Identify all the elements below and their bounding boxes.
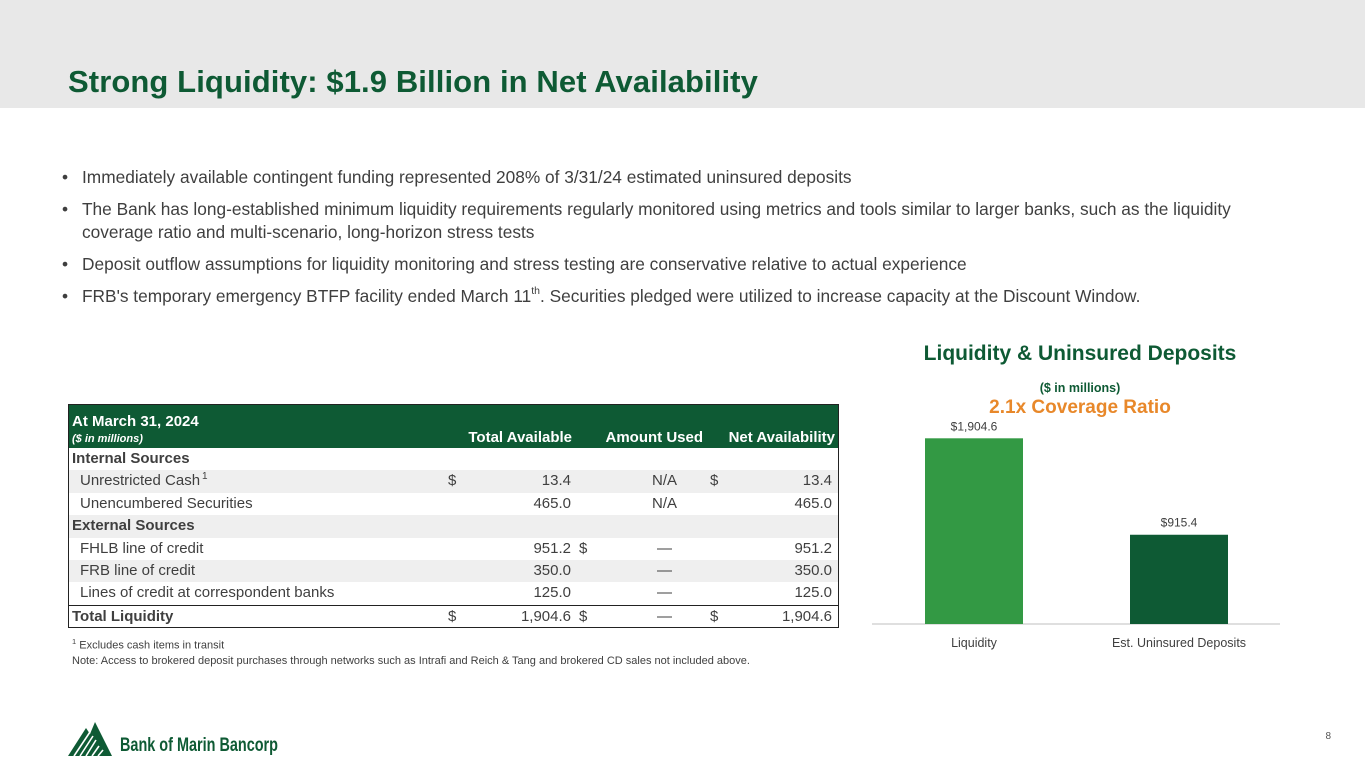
chart-bar bbox=[925, 438, 1023, 624]
table-row bbox=[69, 538, 838, 560]
bullet-dot-icon: • bbox=[62, 199, 69, 219]
table-row-section bbox=[69, 448, 838, 470]
table-row-section bbox=[69, 515, 838, 537]
bullet-item bbox=[62, 166, 1282, 189]
footnote-number: 1 bbox=[72, 637, 77, 646]
bank-logo bbox=[68, 720, 288, 760]
bullet-list bbox=[62, 166, 1282, 317]
bullet-item bbox=[62, 285, 1282, 308]
x-tick-label: Est. Uninsured Deposits bbox=[1111, 636, 1247, 650]
row-label: External Sources bbox=[72, 517, 195, 535]
row-label: Internal Sources bbox=[72, 450, 190, 467]
column-header-amount-used: Amount Used bbox=[605, 429, 703, 446]
chart-subtitle: ($ in millions) bbox=[1039, 381, 1121, 395]
total-available-value: 1,904.6 bbox=[520, 607, 571, 625]
row-label: Total Liquidity bbox=[72, 607, 174, 625]
bullet-item bbox=[62, 253, 1282, 276]
table-header bbox=[69, 405, 838, 448]
coverage-ratio-annotation: 2.1x Coverage Ratio bbox=[989, 397, 1171, 418]
net-availability-value: 465.0 bbox=[794, 494, 832, 512]
column-header-total-available: Total Available bbox=[468, 429, 572, 446]
logo-mountain-icon bbox=[68, 722, 112, 756]
bullet-text: . Securities pledged were utilized to increase capacity at the Discount Window. bbox=[540, 286, 1141, 306]
bullet-dot-icon: • bbox=[62, 286, 69, 306]
chart-bar bbox=[1130, 535, 1228, 624]
column-header-net-availability: Net Availability bbox=[728, 429, 835, 446]
bullet-text: FRB's temporary emergency BTFP facility ended March 11 bbox=[82, 286, 532, 306]
row-label: Unrestricted Cash $^1$ bbox=[80, 471, 208, 490]
amount-used-value: N/A bbox=[651, 494, 677, 512]
total-available-value: 951.2 bbox=[533, 539, 571, 557]
dollar-sign: $ bbox=[579, 607, 588, 625]
table-row bbox=[69, 493, 838, 515]
row-label: Unencumbered Securities bbox=[80, 494, 253, 512]
total-available-value: 125.0 bbox=[533, 584, 571, 602]
page-number: 8 bbox=[1325, 731, 1331, 742]
table-row bbox=[69, 470, 838, 492]
bar-value-label: $1,904.6 bbox=[950, 419, 998, 434]
dollar-sign: $ bbox=[579, 539, 588, 557]
footnote-1 bbox=[72, 634, 750, 654]
bullet-text: Immediately available contingent funding represented 208% of 3/31/24 estimated uninsured deposits bbox=[82, 167, 852, 187]
table-row-total bbox=[69, 605, 838, 627]
net-availability-value: 13.4 bbox=[802, 472, 832, 490]
amount-used-value: — bbox=[657, 539, 672, 557]
footnotes bbox=[72, 634, 750, 670]
bullet-dot-icon: • bbox=[62, 167, 69, 187]
bullet-text: The Bank has long-established minimum liquidity requirements regularly monitored using metrics and tools similar to larger banks, such as the liquidity coverage ratio and multi-scenario, long-horizon stress tests bbox=[82, 199, 1231, 242]
bullet-text: Deposit outflow assumptions for liquidity monitoring and stress testing are conservative relative to actual experience bbox=[82, 254, 967, 274]
chart-title: Liquidity & Uninsured Deposits bbox=[923, 342, 1237, 365]
footnote-marker: 1 bbox=[202, 471, 208, 483]
table-row bbox=[69, 582, 838, 604]
net-availability-value: 125.0 bbox=[794, 584, 832, 602]
liquidity-table bbox=[68, 404, 839, 628]
table-row bbox=[69, 560, 838, 582]
amount-used-value: N/A bbox=[651, 472, 677, 490]
dollar-sign: $ bbox=[448, 472, 457, 490]
bullet-superscript: th bbox=[531, 285, 541, 298]
logo-text: Bank of Marin Bancorp bbox=[120, 735, 278, 756]
bullet-item bbox=[62, 198, 1282, 244]
dollar-sign: $ bbox=[448, 607, 457, 625]
total-available-value: 350.0 bbox=[533, 561, 571, 579]
row-label: Lines of credit at correspondent banks bbox=[80, 584, 335, 602]
row-label: FRB line of credit bbox=[80, 561, 196, 579]
net-availability-value: 951.2 bbox=[794, 539, 832, 557]
liquidity-bar-chart bbox=[860, 410, 1300, 660]
footnote-text: Excludes cash items in transit bbox=[79, 639, 225, 652]
total-available-value: 465.0 bbox=[533, 494, 571, 512]
amount-used-value: — bbox=[657, 584, 672, 602]
total-available-value: 13.4 bbox=[541, 472, 571, 490]
dollar-sign: $ bbox=[710, 472, 719, 490]
dollar-sign: $ bbox=[710, 607, 719, 625]
bullet-dot-icon: • bbox=[62, 254, 69, 274]
row-label: FHLB line of credit bbox=[80, 539, 204, 557]
slide-title: Strong Liquidity: $1.9 Billion in Net Availability bbox=[68, 64, 758, 99]
table-header-label: At March 31, 2024 bbox=[72, 413, 199, 430]
x-tick-label: Liquidity bbox=[951, 636, 997, 650]
footnote-note: Note: Access to brokered deposit purchases through networks such as Intrafi and Reich & Tang and brokered CD sales not included above. bbox=[72, 655, 750, 668]
net-availability-value: 1,904.6 bbox=[781, 607, 832, 625]
net-availability-value: 350.0 bbox=[794, 561, 832, 579]
amount-used-value: — bbox=[657, 561, 672, 579]
amount-used-value: — bbox=[657, 607, 672, 625]
bar-value-label: $915.4 bbox=[1160, 515, 1198, 530]
table-header-subtitle: ($ in millions) bbox=[72, 433, 143, 445]
